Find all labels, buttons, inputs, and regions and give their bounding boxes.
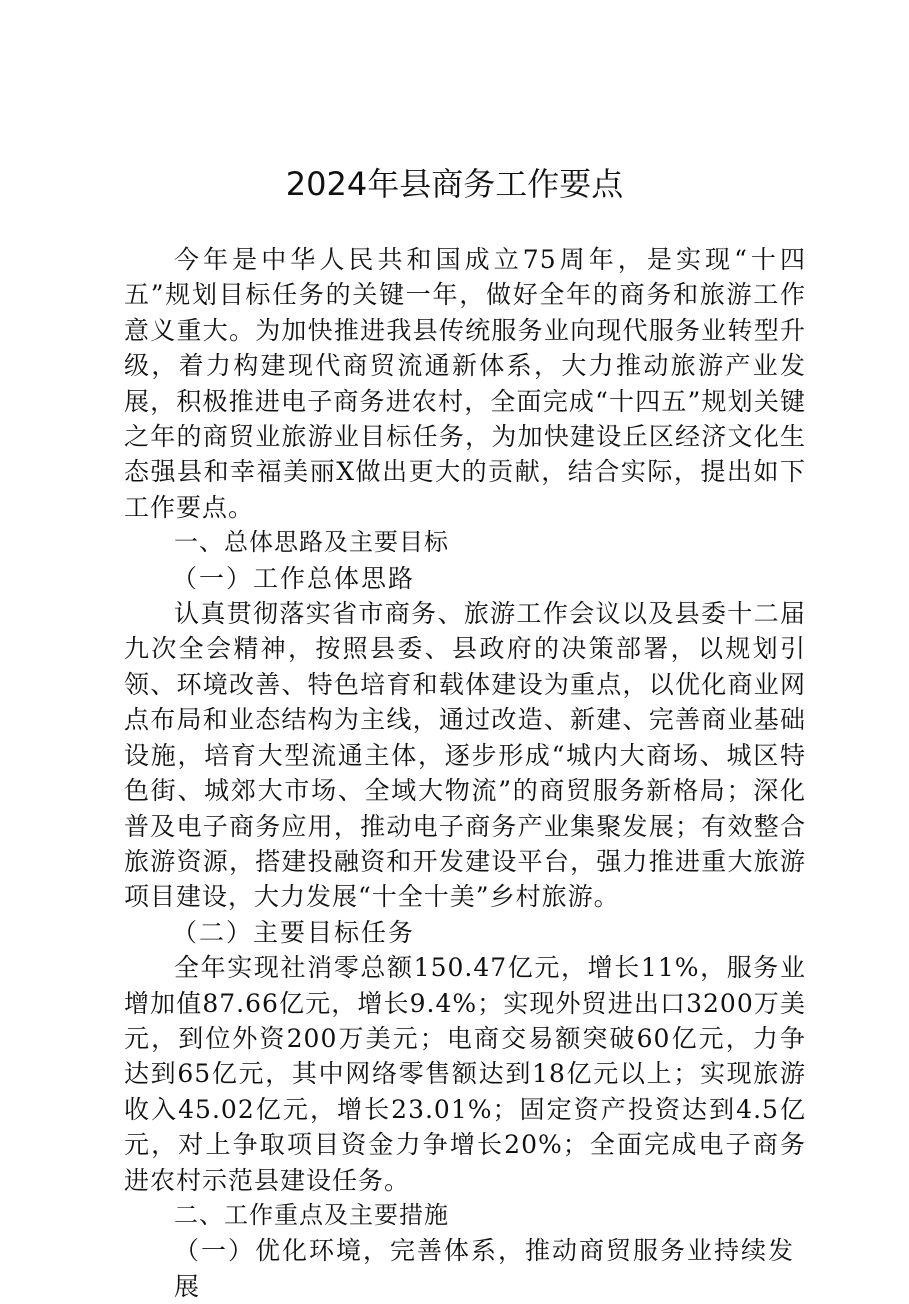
section-1-sub-1-text: 认真贯彻落实省市商务、旅游工作会议以及县委十二届九次全会精神，按照县委、县政府的决策部署，以规划引领、环境改善、特色培育和载体建设为重点，以优化商业网点布局和业态结构为主线，通过改造、新建、完善商业基础设施，培育大型流通主体，逐步形成“城内大商场、城区特色街、城郊大市场、全域大物流”的商贸服务新格局；深化普及电子商务应用，推动电子商务产业集聚发展；有效整合旅游资源，搭建投融资和开发建设平台，强力推进重大旅游项目建设，大力发展“十全十美”乡村旅游。 [124, 599, 806, 912]
document-body [124, 242, 806, 1304]
section-2-heading: 二、工作重点及主要措施 [174, 1200, 449, 1229]
section-2-sub-1-heading: （一）优化环境，完善体系，推动商贸服务业持续发展 [174, 1236, 796, 1301]
section-1-sub-1-heading: （一）工作总体思路 [172, 563, 416, 593]
section-1-sub-2-text: 全年实现社消零总额150.47亿元，增长11%，服务业增加值87.66亿元，增长9.4%；实现外贸进出口3200万美元，到位外资200万美元；电商交易额突破60亿元，力争达到65亿元，其中网络零售额达到18亿元以上；实现旅游收入45.02亿元，增长23.01%；固定资产投资达到4.5亿元，对上争取项目资金力争增长20%；全面完成电子商务进农村示范县建设任务。 [124, 953, 806, 1195]
section-1-sub-2-heading: （二）主要目标任务 [172, 917, 416, 947]
section-1-heading: 一、总体思路及主要目标 [174, 528, 449, 557]
intro-paragraph: 今年是中华人民共和国成立75周年，是实现“十四五”规划目标任务的关键一年，做好全年的商务和旅游工作意义重大。为加快推进我县传统服务业向现代服务业转型升级，着力构建现代商贸流通新体系，大力推动旅游产业发展，积极推进电子商务进农村，全面完成“十四五”规划关键之年的商贸业旅游业目标任务，为加快建设丘区经济文化生态强县和幸福美丽X做出更大的贡献，结合实际，提出如下工作要点。 [124, 245, 806, 522]
document-title: 2024年县商务工作要点 [285, 165, 624, 203]
